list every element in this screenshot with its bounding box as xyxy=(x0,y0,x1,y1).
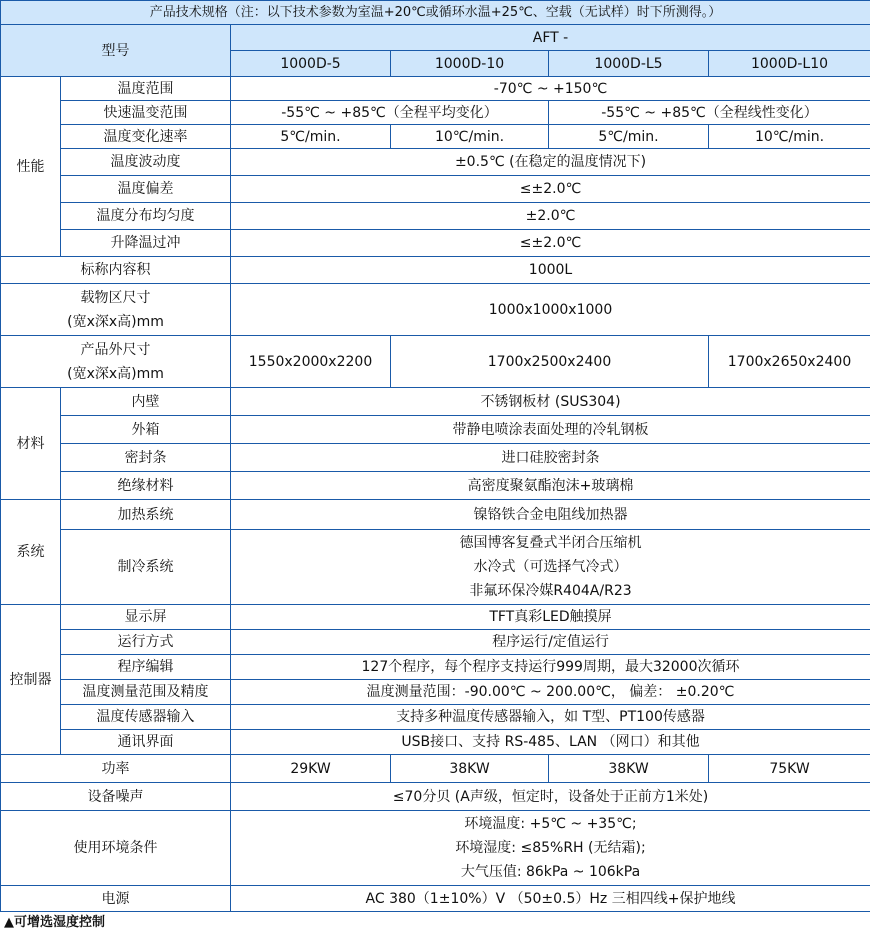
series-name: AFT - xyxy=(231,25,870,51)
group-performance: 性能 xyxy=(1,77,61,257)
row-label: 绝缘材料 xyxy=(61,472,231,500)
row-value: ≤±2.0℃ xyxy=(231,176,870,203)
row-value: ±0.5℃ (在稳定的温度情况下) xyxy=(231,149,870,176)
row-label: 升降温过冲 xyxy=(61,230,231,257)
row-value: 38KW xyxy=(549,755,709,783)
row-value: 75KW xyxy=(709,755,870,783)
model-name: 1000D-10 xyxy=(391,51,549,77)
model-label: 型号 xyxy=(1,25,231,77)
row-value: 1000x1000x1000 xyxy=(231,284,870,336)
row-label: 温度传感器输入 xyxy=(61,705,231,730)
model-name: 1000D-L10 xyxy=(709,51,870,77)
row-label: 内壁 xyxy=(61,388,231,416)
row-label: 使用环境条件 xyxy=(1,811,231,886)
row-value: 10℃/min. xyxy=(391,125,549,149)
row-label: 显示屏 xyxy=(61,605,231,630)
row-value: 10℃/min. xyxy=(709,125,870,149)
row-label: 温度波动度 xyxy=(61,149,231,176)
row-value: 1700x2650x2400 xyxy=(709,336,870,388)
row-label: 温度测量范围及精度 xyxy=(61,680,231,705)
row-label: 设备噪声 xyxy=(1,783,231,811)
row-value: -55℃ ~ +85℃（全程线性变化） xyxy=(549,101,870,125)
row-value: 不锈钢板材 (SUS304) xyxy=(231,388,870,416)
row-label: 程序编辑 xyxy=(61,655,231,680)
group-material: 材料 xyxy=(1,388,61,500)
row-value: 127个程序，每个程序支持运行999周期，最大32000次循环 xyxy=(231,655,870,680)
row-value: 德国博客复叠式半闭合压缩机 水冷式（可选择气冷式） 非氟环保冷媒R404A/R23 xyxy=(231,530,870,605)
footnote: ▲可增选湿度控制 xyxy=(4,915,105,930)
row-label: 电源 xyxy=(1,886,231,912)
row-value: 38KW xyxy=(391,755,549,783)
group-system: 系统 xyxy=(1,500,61,605)
row-value: -55℃ ~ +85℃（全程平均变化） xyxy=(231,101,549,125)
row-value: 1700x2500x2400 xyxy=(391,336,709,388)
row-value: 环境温度: +5℃ ~ +35℃; 环境湿度: ≤85%RH (无结霜); 大气压值: 86kPa ~ 106kPa xyxy=(231,811,870,886)
row-label: 快速温变范围 xyxy=(61,101,231,125)
model-name: 1000D-L5 xyxy=(549,51,709,77)
row-label: 功率 xyxy=(1,755,231,783)
row-label: 温度范围 xyxy=(61,77,231,101)
table-title: 产品技术规格（注：以下技术参数为室温+20℃或循环水温+25℃、空载（无试样）时下所测得。） xyxy=(1,1,870,25)
row-value: 1550x2000x2200 xyxy=(231,336,391,388)
row-label: 载物区尺寸 (宽x深x高)mm xyxy=(1,284,231,336)
row-label: 外箱 xyxy=(61,416,231,444)
row-value: 高密度聚氨酯泡沫+玻璃棉 xyxy=(231,472,870,500)
row-label: 温度偏差 xyxy=(61,176,231,203)
row-value: 5℃/min. xyxy=(231,125,391,149)
row-value: TFT真彩LED触摸屏 xyxy=(231,605,870,630)
row-label: 通讯界面 xyxy=(61,730,231,755)
row-value: 1000L xyxy=(231,257,870,284)
row-label: 密封条 xyxy=(61,444,231,472)
row-value: USB接口、支持 RS-485、LAN （网口）和其他 xyxy=(231,730,870,755)
row-value: ≤70分贝 (A声级，恒定时，设备处于正前方1米处) xyxy=(231,783,870,811)
row-value: 温度测量范围：-90.00℃ ~ 200.00℃， 偏差： ±0.20℃ xyxy=(231,680,870,705)
row-value: ≤±2.0℃ xyxy=(231,230,870,257)
row-value: 带静电喷涂表面处理的冷轧钢板 xyxy=(231,416,870,444)
row-label: 产品外尺寸 (宽x深x高)mm xyxy=(1,336,231,388)
row-value: 5℃/min. xyxy=(549,125,709,149)
row-label: 运行方式 xyxy=(61,630,231,655)
row-label: 制冷系统 xyxy=(61,530,231,605)
row-value: -70℃ ~ +150℃ xyxy=(231,77,870,101)
model-name: 1000D-5 xyxy=(231,51,391,77)
row-value: AC 380（1±10%）V （50±0.5）Hz 三相四线+保护地线 xyxy=(231,886,870,912)
row-label: 温度变化速率 xyxy=(61,125,231,149)
row-label: 标称内容积 xyxy=(1,257,231,284)
row-value: 29KW xyxy=(231,755,391,783)
row-value: 进口硅胶密封条 xyxy=(231,444,870,472)
row-value: 支持多种温度传感器输入，如 T型、PT100传感器 xyxy=(231,705,870,730)
row-value: 程序运行/定值运行 xyxy=(231,630,870,655)
row-value: 镍铬铁合金电阻线加热器 xyxy=(231,500,870,530)
row-value: ±2.0℃ xyxy=(231,203,870,230)
row-label: 加热系统 xyxy=(61,500,231,530)
row-label: 温度分布均匀度 xyxy=(61,203,231,230)
group-controller: 控制器 xyxy=(1,605,61,755)
